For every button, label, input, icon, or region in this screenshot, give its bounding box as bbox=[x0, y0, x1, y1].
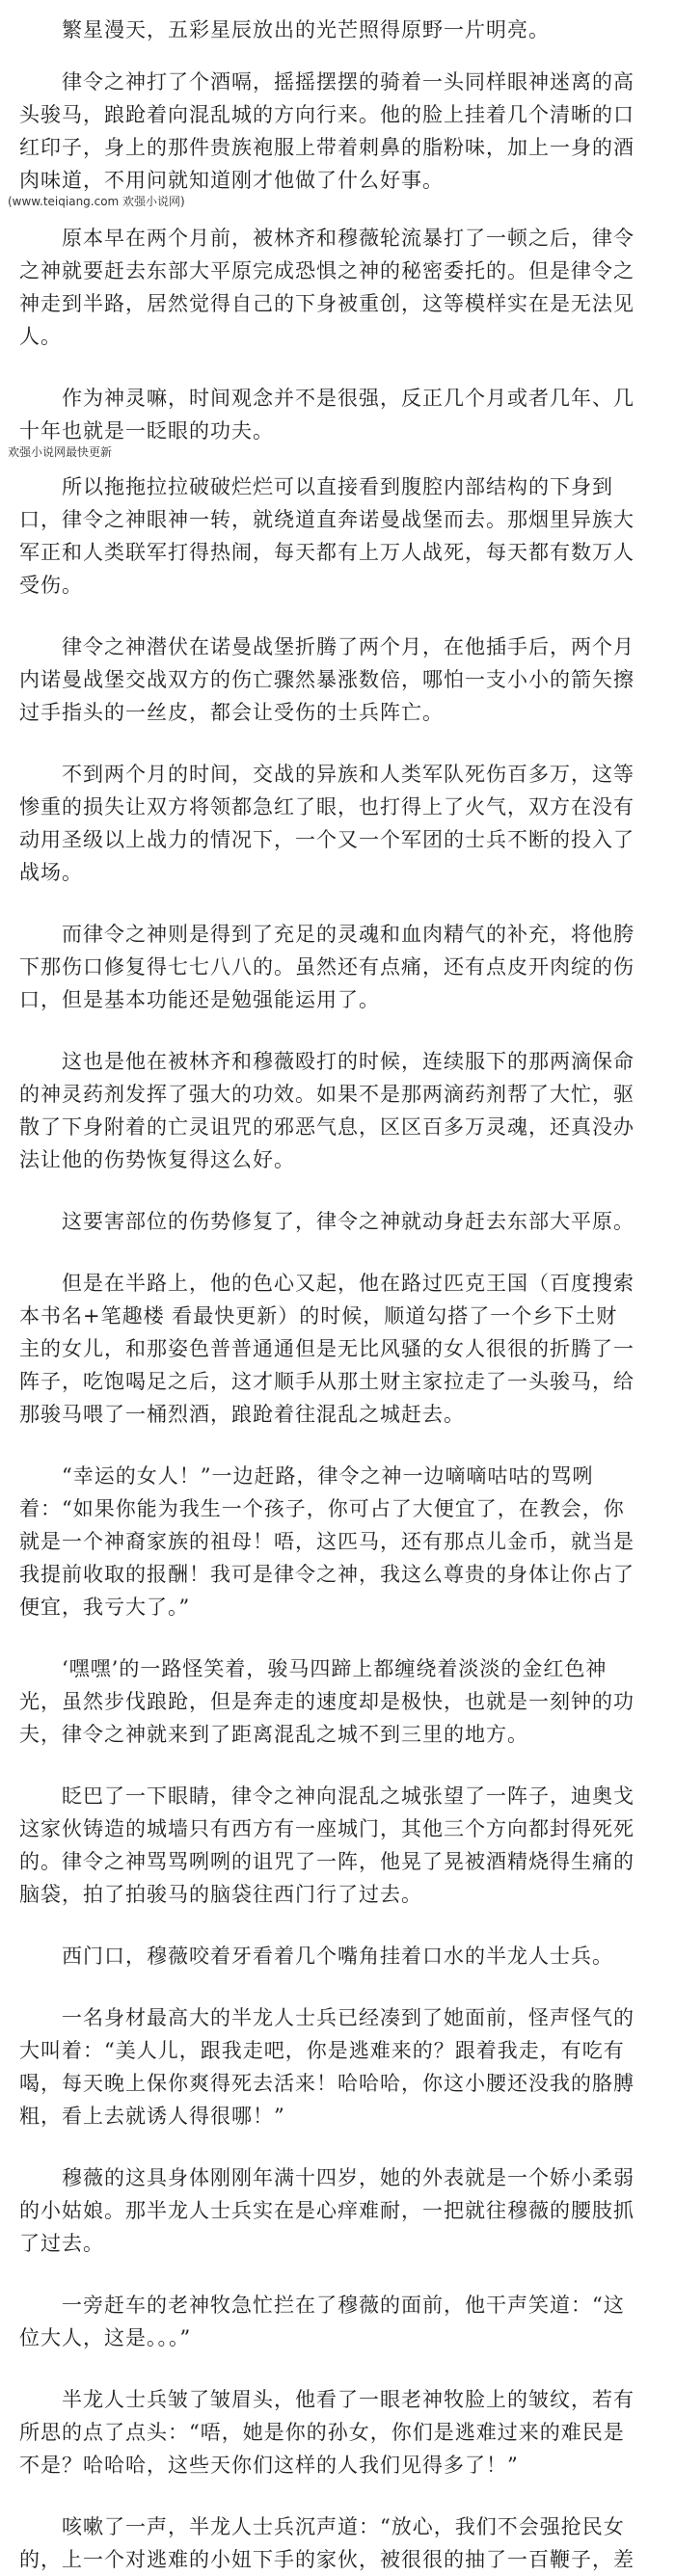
paragraph-14: 眨巴了一下眼睛，律令之神向混乱之城张望了一阵子，迪奥戈这家伙铸造的城墙只有西方有一座城门，其他三个方向都封得死死的。律令之神骂骂咧咧的诅咒了一阵，他晃了晃被酒精烧得生痛的脑袋，拍了拍骏马的脑袋往西门行了过去。 bbox=[19, 1784, 634, 1906]
paragraph-9: 这也是他在被林齐和穆薇殴打的时候，连续服下的那两滴保命的神灵药剂发挥了强大的功效。如果不是那两滴药剂帮了大忙，驱散了下身附着的亡灵诅咒的邪恶气息，区区百多万灵魂，还真没办法让他的伤势恢复得这么好。 bbox=[19, 1050, 634, 1171]
paragraph-10: 这要害部位的伤势修复了，律令之神就动身赶去东部大平原。 bbox=[62, 1210, 634, 1233]
paragraph-4: 作为神灵嘛，时间观念并不是很强，反正几个月或者几年、几十年也就是一眨眼的功夫。 bbox=[19, 387, 634, 443]
paragraph-17: 穆薇的这具身体刚刚年满十四岁，她的外表就是一个娇小柔弱的小姑娘。那半龙人士兵实在是心痒难耐，一把就往穆薇的腰肢抓了过去。 bbox=[19, 2166, 634, 2255]
paragraph-3: 原本早在两个月前，被林齐和穆薇轮流暴打了一顿之后，律令之神就要赶去东部大平原完成恐惧之神的秘密委托的。但是律令之神走到半路，居然觉得自己的下身被重创，这等模样实在是无法见人。 bbox=[19, 227, 634, 348]
paragraph-7: 不到两个月的时间，交战的异族和人类军队死伤百多万，这等惨重的损失让双方将领都急红了眼，也打得上了火气，双方在没有动用圣级以上战力的情况下，一个又一个军团的士兵不断的投入了战场。 bbox=[19, 763, 634, 884]
paragraph-15: 西门口，穆薇咬着牙看着几个嘴角挂着口水的半龙人士兵。 bbox=[62, 1945, 613, 1968]
paragraph-18: 一旁赶车的老神牧急忙拦在了穆薇的面前，他干声笑道：“这位大人，这是。。。” bbox=[19, 2294, 625, 2349]
paragraph-5: 所以拖拖拉拉破破烂烂可以直接看到腹腔内部结构的下身到口，律令之神眼神一转，就绕道直奔诺曼战堡而去。那烟里异族大军正和人类联军打得热闹，每天都有上万人战死，每天都有数万人受伤。 bbox=[19, 475, 634, 597]
paragraph-13: ‘嘿嘿’的一路怪笑着，骏马四蹄上都缠绕着淡淡的金红色神光，虽然步伐踉跄，但是奔走的速度却是极快，也就是一刻钟的功夫，律令之神就来到了距离混乱之城不到三里的地方。 bbox=[19, 1657, 634, 1746]
paragraph-20: 咳嗽了一声，半龙人士兵沉声道：“放心，我们不会强抢民女的，上一个对逃难的小妞下手的家伙，被很很的抽了一百鞭子，差 bbox=[19, 2515, 634, 2571]
paragraph-2: 律令之神打了个酒嗝，摇摇摆摆的骑着一头同样眼神迷离的高头骏马，踉跄着向混乱城的方向行来。他的脸上挂着几个清晰的口红印子，身上的那件贵族袍服上带着刺鼻的脂粉味，加上一身的酒肉味道，不用问就知道刚才他做了什么好事。 bbox=[19, 70, 634, 192]
paragraph-19: 半龙人士兵皱了皱眉头，他看了一眼老神牧脸上的皱纹，若有所思的点了点头：“唔，她是你的孙女，你们是逃难过来的难民是不是？哈哈哈，这些天你们这样的人我们见得多了！” bbox=[19, 2388, 634, 2477]
update-watermark: 欢强小说网最快更新 bbox=[8, 445, 113, 459]
paragraph-6: 律令之神潜伏在诺曼战堡折腾了两个月，在他插手后，两个月内诺曼战堡交战双方的伤亡骤然暴涨数倍，哪怕一支小小的箭矢擦过手指头的一丝皮，都会让受伤的士兵阵亡。 bbox=[19, 635, 634, 724]
paragraph-16: 一名身材最高大的半龙人士兵已经凑到了她面前，怪声怪气的大叫着：“美人儿，跟我走吧，你是逃难来的？跟着我走，有吃有喝，每天晚上保你爽得死去活来！哈哈哈，你这小腰还没我的胳膊粗，看上去就诱人得很哪！” bbox=[19, 2006, 634, 2128]
paragraph-8: 而律令之神则是得到了充足的灵魂和血肉精气的补充，将他胯下那伤口修复得七七八八的。虽然还有点痛，还有点皮开肉绽的伤口，但是基本功能还是勉强能运用了。 bbox=[19, 923, 634, 1011]
paragraph-12: “幸运的女人！”一边赶路，律令之神一边嘀嘀咕咕的骂咧着：“如果你能为我生一个孩子，你可占了大便宜了，在教会，你就是一个神裔家族的祖母！唔，这匹马，还有那点儿金币，就当是我提前收取的报酬！我可是律令之神，我这么尊贵的身体让你占了便宜，我亏大了。” bbox=[19, 1464, 634, 1619]
paragraph-11: 但是在半路上，他的色心又起，他在路过匹克王国（百度搜索本书名+笔趣楼 看最快更新）的时候，顺道勾搭了一个乡下土财主的女儿，和那姿色普普通通但是无比风骚的女人很很的折腾了一阵子，吃饱喝足之后，这才顺手从那土财主家拉走了一头骏马，给那骏马喂了一桶烈酒，踉跄着往混乱之城赶去。 bbox=[19, 1272, 634, 1426]
site-watermark: (www.teiqiang.com 欢强小说网) bbox=[8, 195, 185, 208]
paragraph-1: 繁星漫天，五彩星辰放出的光芒照得原野一片明亮。 bbox=[62, 18, 550, 41]
